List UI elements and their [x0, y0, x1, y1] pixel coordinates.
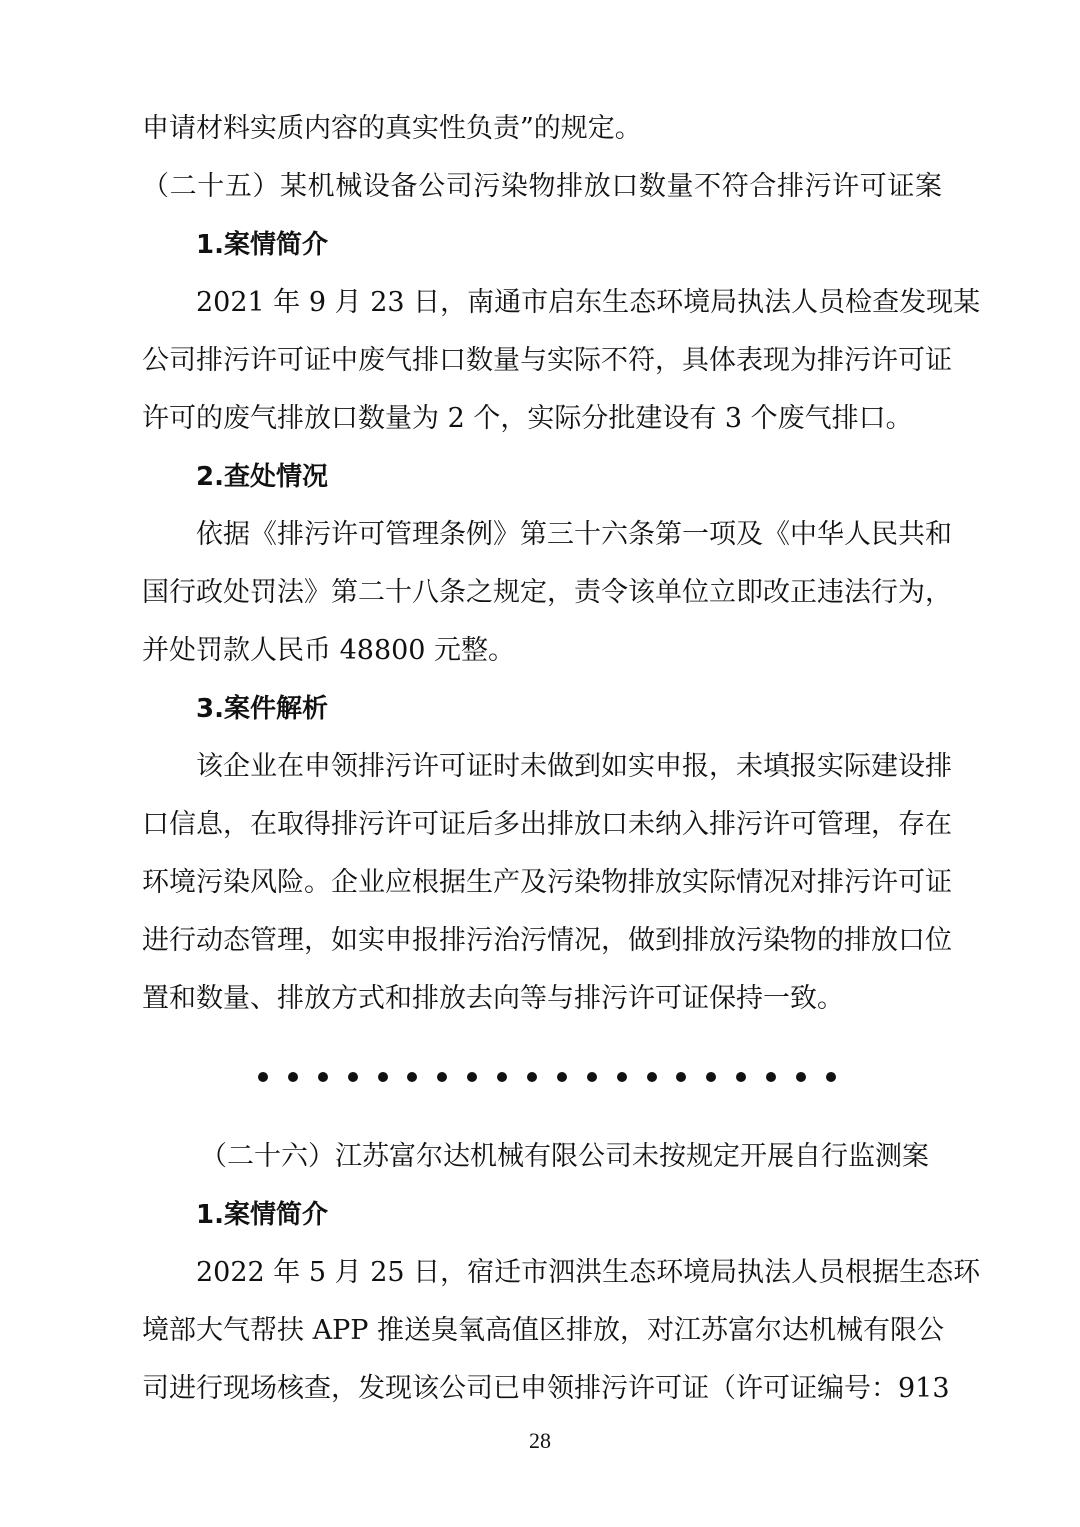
divider-dot	[258, 1072, 268, 1082]
paragraph-line: 公司排污许可证中废气排口数量与实际不符，具体表现为排污许可证	[142, 345, 952, 376]
case-heading: （二十五）某机械设备公司污染物排放口数量不符合排污许可证案	[142, 171, 942, 202]
section-divider	[258, 1062, 836, 1092]
paragraph-line: 置和数量、排放方式和排放去向等与排污许可证保持一致。	[142, 983, 844, 1014]
divider-dot	[676, 1072, 686, 1082]
divider-dot	[617, 1072, 627, 1082]
divider-dot	[527, 1072, 537, 1082]
divider-dot	[318, 1072, 328, 1082]
paragraph-line: 口信息，在取得排污许可证后多出排放口未纳入排污许可管理，存在	[142, 809, 952, 840]
paragraph-line: 司进行现场核查，发现该公司已申领排污许可证（许可证编号：913	[142, 1373, 950, 1404]
divider-dot	[706, 1072, 716, 1082]
divider-dot	[378, 1072, 388, 1082]
section-subheading: 3.案件解析	[196, 694, 328, 724]
page-number: 28	[529, 1428, 551, 1453]
divider-dot	[587, 1072, 597, 1082]
paragraph-line: 该企业在申领排污许可证时未做到如实申报，未填报实际建设排	[196, 751, 952, 782]
divider-dot	[348, 1072, 358, 1082]
section-subheading: 2.查处情况	[196, 462, 328, 492]
divider-dot	[736, 1072, 746, 1082]
section-subheading: 1.案情简介	[196, 230, 328, 260]
divider-dot	[647, 1072, 657, 1082]
paragraph-line: 进行动态管理，如实申报排污治污情况，做到排放污染物的排放口位	[142, 925, 952, 956]
paragraph-line: 境部大气帮扶 APP 推送臭氧高值区排放，对江苏富尔达机械有限公	[142, 1315, 944, 1346]
divider-dot	[796, 1072, 806, 1082]
divider-dot	[826, 1072, 836, 1082]
paragraph-line: 2022 年 5 月 25 日，宿迁市泗洪生态环境局执法人员根据生态环	[196, 1257, 981, 1288]
divider-dot	[437, 1072, 447, 1082]
case-heading: （二十六）江苏富尔达机械有限公司未按规定开展自行监测案	[200, 1141, 929, 1172]
divider-dot	[557, 1072, 567, 1082]
paragraph-line: 环境污染风险。企业应根据生产及污染物排放实际情况对排污许可证	[142, 867, 952, 898]
divider-dot	[766, 1072, 776, 1082]
divider-dot	[407, 1072, 417, 1082]
paragraph-line: 国行政处罚法》第二十八条之规定，责令该单位立即改正违法行为，	[142, 577, 952, 608]
paragraph-line: 依据《排污许可管理条例》第三十六条第一项及《中华人民共和	[196, 519, 952, 550]
paragraph-line: 2021 年 9 月 23 日，南通市启东生态环境局执法人员检查发现某	[196, 287, 981, 318]
paragraph-line: 申请材料实质内容的真实性负责”的规定。	[142, 113, 642, 144]
paragraph-line: 许可的废气排放口数量为 2 个，实际分批建设有 3 个废气排口。	[142, 403, 913, 434]
section-subheading: 1.案情简介	[196, 1200, 328, 1230]
paragraph-line: 并处罚款人民币 48800 元整。	[142, 635, 516, 666]
divider-dot	[497, 1072, 507, 1082]
divider-dot	[467, 1072, 477, 1082]
divider-dot	[288, 1072, 298, 1082]
